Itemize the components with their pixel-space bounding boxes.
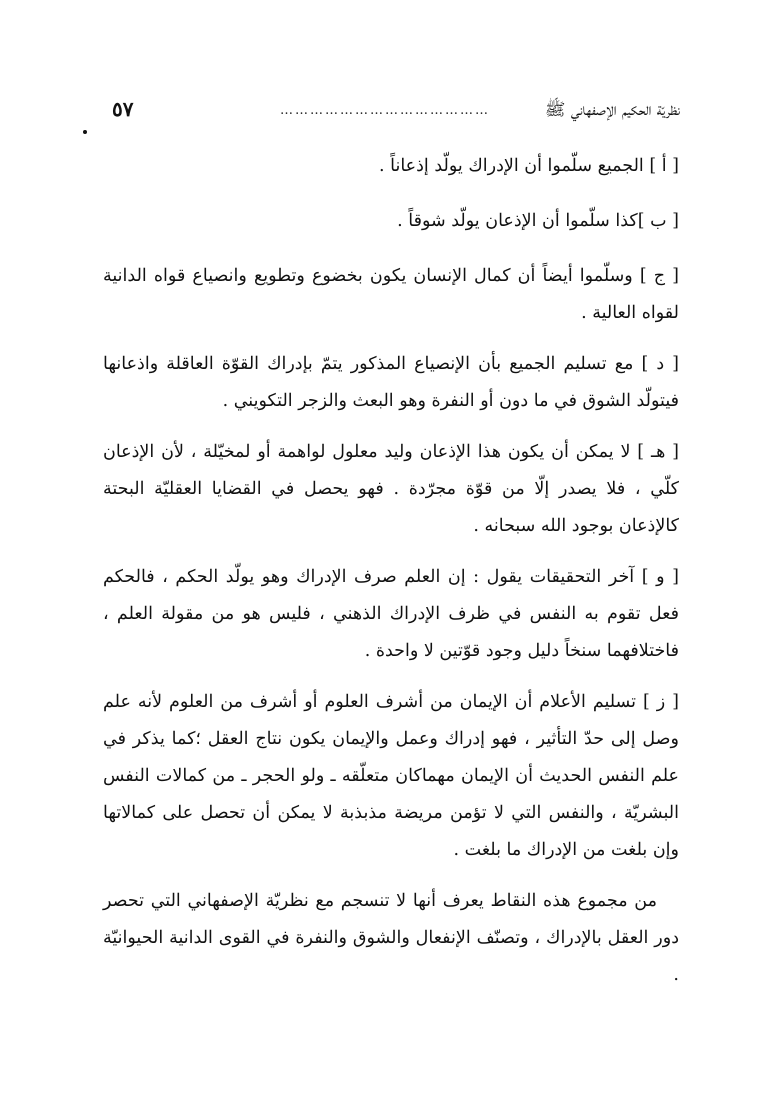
point-zay: [ ز ] تسليم الأعلام أن الإيمان من أشرف العلوم أو أشرف من العلوم لأنه علم وصل إلى حدّ التأثير ، فهو إدراك وعمل والإيمان يكون نتاج العقل ؛كما يذكر في علم النفس الحديث أن الإيمان مهماكان متعلّقه ـ ولو الحجر ـ من كمالات النفس البشريّة ، والنفس التي لا تؤمن مريضة مذبذبة لا يمكن أن تحصل على كمالاتها وإن بلغت من الإدراك ما بلغت .	[103, 692, 679, 860]
point-jim: [ ج ] وسلّموا أيضاً أن كمال الإنسان يكون بخضوع وتطويع وانصياع قواه الدانية لقواه العالية .	[103, 266, 679, 323]
point-alef: [ أ ] الجميع سلّموا أن الإدراك يولّد إذعاناً .	[379, 156, 679, 176]
point-dal: [ د ] مع تسليم الجميع بأن الإنصياع المذكور يتمّ بإدراك القوّة العاقلة واذعانها فيتولّد الشوق في ما دون أو النفرة وهو البعث والزجر التكويني .	[103, 354, 679, 411]
running-header	[112, 96, 680, 126]
point-waw: [ و ] آخر التحقيقات يقول : إن العلم صرف الإدراك وهو يولّد الحكم ، فالحكم فعل تقوم به النفس في ظرف الإدراك الذهني ، فليس هو من مقولة العلم ، فاختلافهما سنخاً دليل وجود قوّتين لا واحدة .	[103, 567, 679, 661]
page-number: ٥٧	[112, 97, 134, 121]
point-ha: [ هـ ] لا يمكن أن يكون هذا الإذعان وليد معلول لواهمة أو لمخيّلة ، لأن الإذعان كلّي ، فلا يصدر إلّا من قوّة مجرّدة . فهو يحصل في القضايا العقليّة البحتة كالإذعان بوجود الله سبحانه .	[103, 442, 679, 536]
header-leader-dots: ……………………………………	[280, 103, 490, 118]
conclusion-paragraph: من مجموع هذه النقاط يعرف أنها لا تنسجم مع نظريّة الإصفهاني التي تحصر دور العقل بالإدراك ، وتصنّف الإنفعال والشوق والنفرة في القوى الدانية الحيوانيّة .	[103, 891, 679, 985]
margin-dot	[83, 130, 87, 134]
header-title: نظريّة الحكيم الإصفهاني ﷺ	[544, 100, 680, 120]
point-ba: [ ب ]كذا سلّموا أن الإذعان يولّد شوقاً .	[397, 211, 679, 231]
page-body	[103, 148, 679, 1008]
